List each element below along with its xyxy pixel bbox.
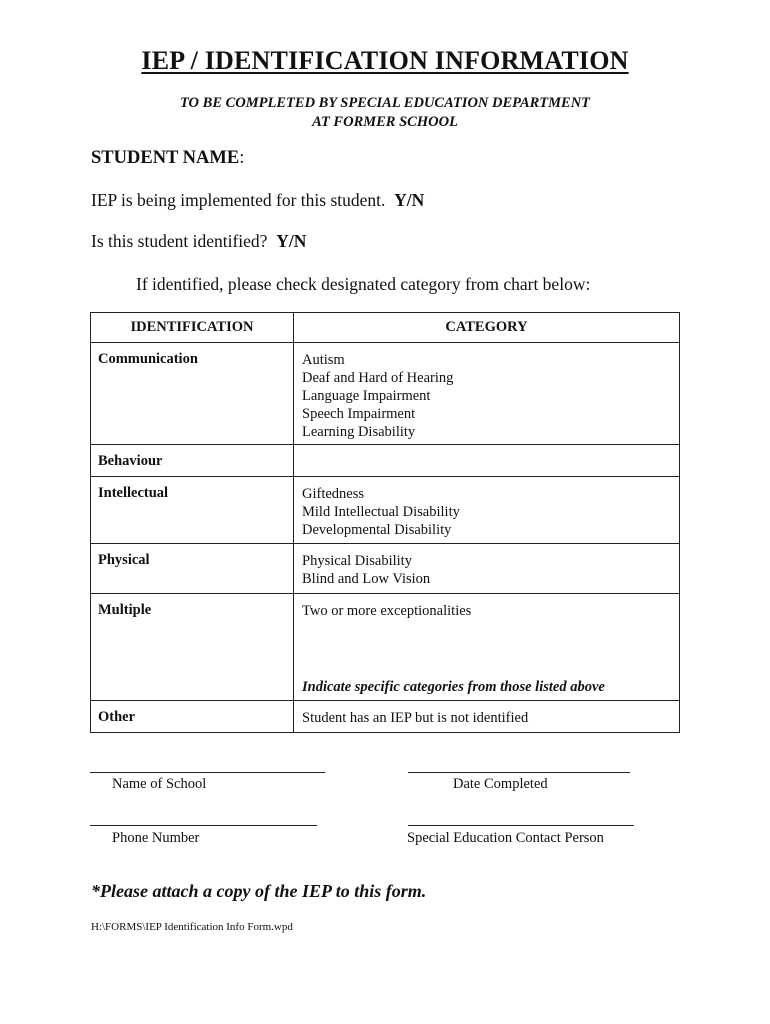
category-cell (294, 701, 680, 733)
iep-question-text: IEP is being implemented for this student. (91, 190, 386, 210)
table-row[interactable] (91, 477, 680, 544)
form-subtitle-line2: AT FORMER SCHOOL (312, 114, 458, 130)
form-title: IEP / IDENTIFICATION INFORMATION (141, 46, 629, 75)
instruction-text: If identified, please check designated category from chart below: (136, 274, 591, 294)
school-name-line[interactable] (90, 772, 325, 773)
category-cell (294, 544, 680, 594)
phone-number-label: Phone Number (112, 830, 200, 846)
identified-question (91, 231, 306, 252)
phone-number-line[interactable] (90, 825, 317, 826)
identification-cell: Multiple (91, 594, 294, 701)
category-item[interactable]: Developmental Disability (302, 522, 452, 538)
category-item[interactable]: Blind and Low Vision (302, 571, 431, 587)
category-cell (294, 343, 680, 445)
category-cell (294, 594, 680, 701)
student-name-label: STUDENT NAME (91, 148, 240, 168)
date-completed-line[interactable] (408, 772, 630, 773)
school-name-label: Name of School (112, 776, 207, 792)
date-completed-label: Date Completed (453, 776, 548, 792)
category-item[interactable]: Mild Intellectual Disability (302, 504, 460, 520)
identification-cell: Communication (91, 343, 294, 445)
identified-yn-choice[interactable]: Y/N (276, 231, 307, 251)
contact-person-line[interactable] (408, 825, 634, 826)
student-name-field[interactable] (91, 148, 244, 169)
form-subtitle-line1: TO BE COMPLETED BY SPECIAL EDUCATION DEPARTMENT (179, 95, 591, 111)
identification-cell: Behaviour (91, 445, 294, 477)
table-row[interactable] (91, 594, 680, 701)
iep-question (91, 190, 424, 211)
footer-file-path: H:\FORMS\IEP Identification Info Form.wpd (91, 921, 293, 933)
category-cell[interactable] (294, 445, 680, 477)
category-item[interactable]: Two or more exceptionalities (302, 603, 472, 619)
table-row[interactable] (91, 701, 680, 733)
attach-iep-note: *Please attach a copy of the IEP to this form. (91, 881, 427, 901)
identification-cell: Other (91, 701, 294, 733)
category-item[interactable]: Language Impairment (302, 388, 431, 404)
category-item[interactable]: Deaf and Hard of Hearing (302, 370, 454, 386)
identification-cell: Physical (91, 544, 294, 594)
identified-question-text: Is this student identified? (91, 231, 268, 251)
category-item[interactable]: Student has an IEP but is not identified (302, 710, 529, 726)
multiple-categories-note: Indicate specific categories from those listed above (302, 679, 605, 695)
category-item[interactable]: Learning Disability (302, 424, 416, 440)
category-item[interactable]: Giftedness (302, 486, 365, 502)
table-row[interactable] (91, 544, 680, 594)
contact-person-label: Special Education Contact Person (407, 830, 604, 846)
table-row[interactable] (91, 445, 680, 477)
iep-yn-choice[interactable]: Y/N (394, 190, 425, 210)
category-item[interactable]: Autism (302, 352, 345, 368)
identification-table (90, 312, 680, 733)
header-identification: IDENTIFICATION (91, 313, 294, 343)
table-row[interactable] (91, 343, 680, 445)
category-item[interactable]: Speech Impairment (302, 406, 416, 422)
identification-cell: Intellectual (91, 477, 294, 544)
category-cell (294, 477, 680, 544)
category-item[interactable]: Physical Disability (302, 553, 412, 569)
header-category: CATEGORY (294, 313, 680, 343)
student-name-colon: : (239, 148, 245, 168)
table-header-row (91, 313, 680, 343)
